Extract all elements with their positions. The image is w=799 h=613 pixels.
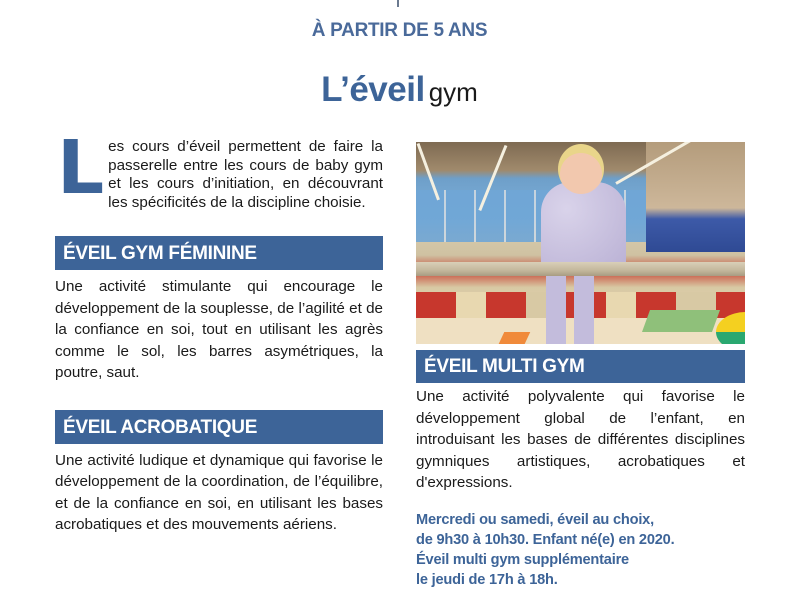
photo-child-body — [541, 182, 626, 272]
section-text-eveil-gym-feminine: Une activité stimulante qui encourage le développement de la souplesse, de l’agilité et de la confiance en soi, tout en utilisant les agrès comme le sol, les barres asymétriques, la poutre, saut. — [55, 278, 383, 381]
page-title-main: L’éveil — [321, 70, 425, 109]
schedule-info — [416, 510, 745, 591]
page-title-sub: gym — [428, 77, 478, 107]
photo-wooden-bar — [416, 262, 745, 276]
top-divider-tick — [397, 0, 399, 7]
page-title — [0, 70, 799, 110]
left-column — [55, 125, 383, 536]
section-header-eveil-acrobatique: ÉVEIL ACROBATIQUE — [55, 410, 383, 444]
schedule-line: Éveil multi gym supplémentaire — [416, 551, 629, 568]
intro-text: es cours d’éveil permettent de faire la passerelle entre les cours de baby gym et les cours d’initiation, en découvrant les spécificités de la discipline choisie. — [108, 138, 383, 211]
section-text-eveil-acrobatique: Une activité ludique et dynamique qui favorise le développement de la coordination, de l’équilibre, et de la confiance en soi, en utilisant les bases acrobatiques et des mouvements aériens. — [55, 451, 383, 533]
right-column — [416, 142, 745, 590]
schedule-line: de 9h30 à 10h30. Enfant né(e) en 2020. — [416, 531, 675, 548]
age-label: À PARTIR DE 5 ANS — [311, 20, 488, 41]
gymnastics-child-photo — [416, 142, 745, 344]
section-header-eveil-gym-feminine: ÉVEIL GYM FÉMININE — [55, 236, 383, 270]
schedule-line: le jeudi de 17h à 18h. — [416, 572, 558, 589]
dropcap-letter: L — [57, 125, 105, 211]
photo-orange-block — [498, 332, 531, 344]
intro-paragraph — [55, 125, 383, 212]
photo-wedge-mat — [642, 310, 720, 332]
photo-child-head — [558, 144, 604, 194]
section-text-eveil-multi-gym: Une activité polyvalente qui favorise le développement global de l’enfant, en introduisant les bases de différentes disciplines gymniques artistiques, acrobatiques et d'expressions. — [416, 388, 745, 491]
schedule-line: Mercredi ou samedi, éveil au choix, — [416, 511, 654, 528]
photo-child-legs — [546, 272, 596, 344]
section-header-eveil-multi-gym: ÉVEIL MULTI GYM — [416, 350, 745, 383]
